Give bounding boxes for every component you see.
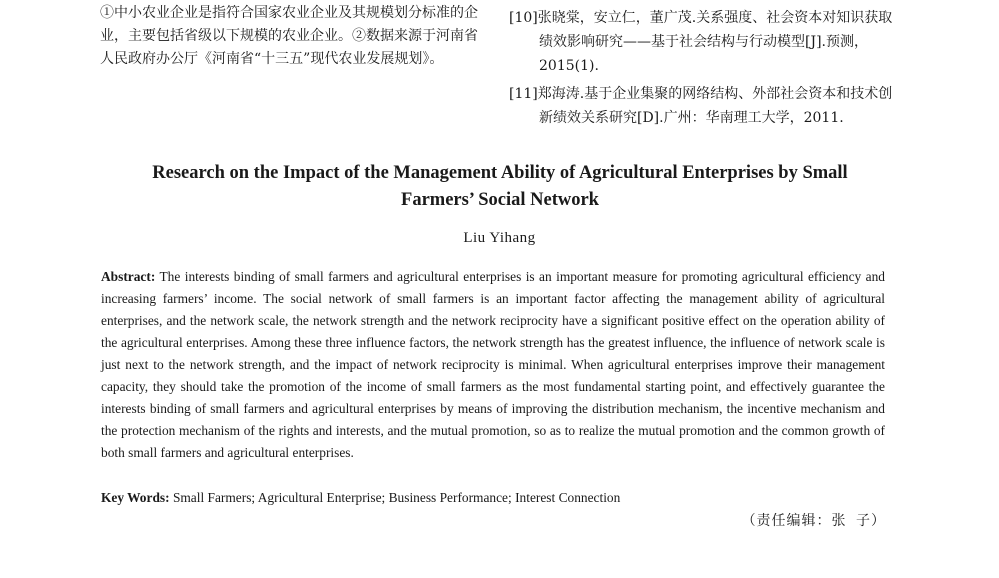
title-line-1: Research on the Impact of the Management Ability of Agricultural Enterprises by Small [152, 163, 848, 183]
reference-item [509, 82, 897, 130]
abstract-label: Abstract: [101, 269, 156, 284]
author-name: Liu Yihang [463, 230, 536, 246]
reference-label: [10] [509, 10, 538, 26]
abstract-text: The interests binding of small farmers and agricultural enterprises is an important measure for promoting agricultural efficiency and increasing farmers’ income. The social network of small farmers is an important factor affecting the management ability of agricultural enterprises, and the network scale, the network strength and the network reciprocity have a significant positive effect on the operation ability of the agricultural enterprises. Among these three influence factors, the network strength has the greatest influence, the influence of network scale is just next to the network strength, and the impact of network reciprocity is minimal. When agricultural enterprises improve their management capacity, they should take the promotion of the income of small farmers as the most fundamental starting point, and effectively guarantee the interests binding of small farmers and agricultural enterprises by means of improving the distribution mechanism, the incentive mechanism and the protection mechanism of the rights and interests, and the mutual promotion, so as to realize the mutual promotion and the common growth of both small farmers and agricultural enterprises. [101, 269, 885, 460]
keywords-label: Key Words: [101, 490, 170, 505]
keywords-text: Small Farmers; Agricultural Enterprise; Business Performance; Interest Connection [172, 490, 621, 505]
reference-item [509, 6, 897, 78]
reference-text: 郑海涛.基于企业集聚的网络结构、外部社会资本和技术创新绩效关系研究[D].广州：华南理工大学，2011. [537, 86, 893, 126]
reference-list [509, 6, 897, 134]
reference-label: [11] [509, 86, 538, 102]
footnote-column [100, 2, 478, 71]
title-line-2: Farmers’ Social Network [401, 190, 599, 210]
reference-text: 张晓棠，安立仁，董广茂.关系强度、社会资本对知识获取绩效影响研究——基于社会结构与行动模型[J].预测，2015(1). [537, 10, 893, 74]
abstract [101, 266, 885, 464]
keywords [101, 487, 885, 509]
article-title [90, 160, 910, 214]
footnote-text: ①中小农业企业是指符合国家农业企业及其规模划分标准的企业，主要包括省级以下规模的农业企业。②数据来源于河南省人民政府办公厅《河南省“十三五”现代农业发展规划》。 [100, 5, 478, 67]
editor-note: （责任编辑：张 子） [741, 513, 886, 529]
